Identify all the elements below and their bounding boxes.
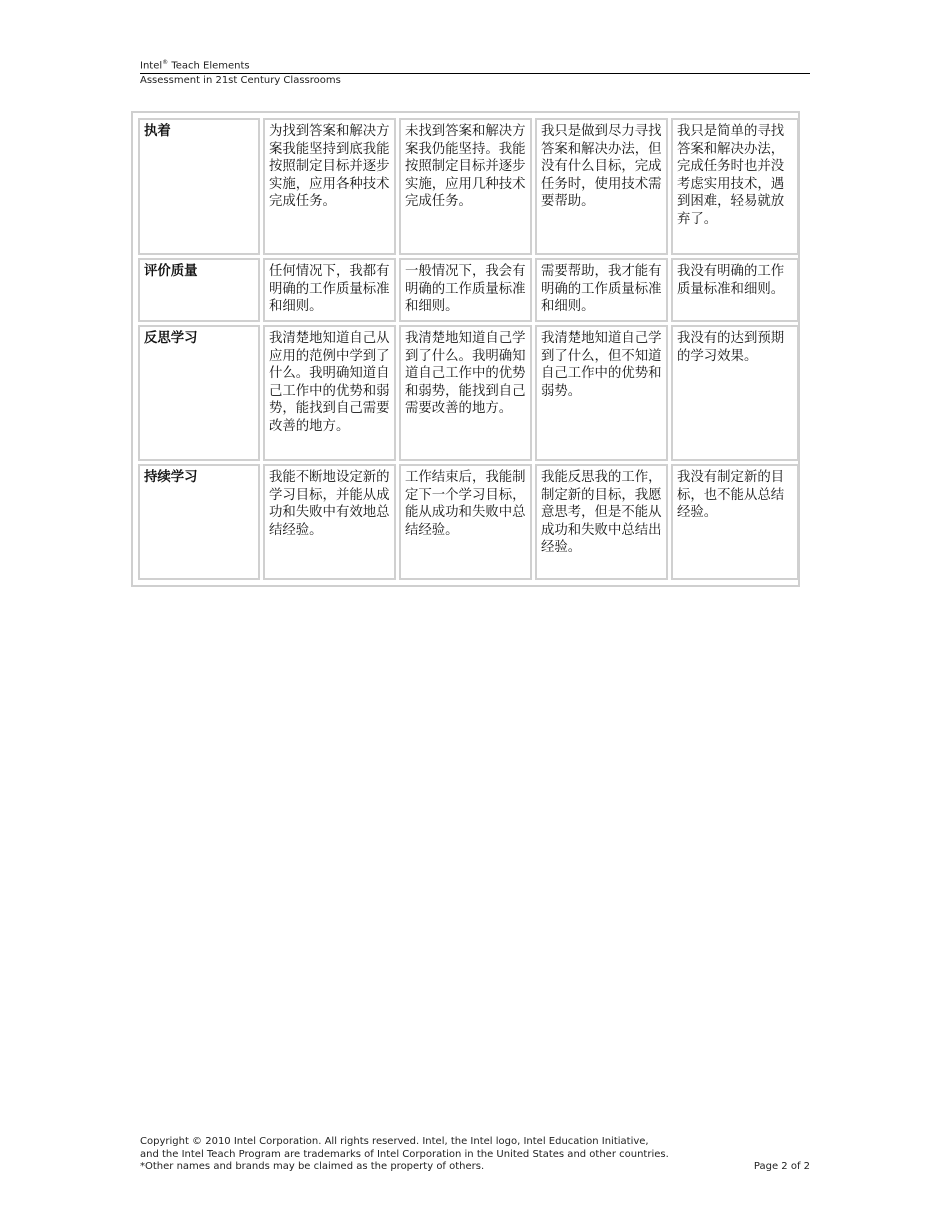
level-cell: 我清楚地知道自己学到了什么，但不知道自己工作中的优势和弱势。 xyxy=(535,325,668,461)
header-subtitle: Assessment in 21st Century Classrooms xyxy=(140,75,341,87)
level-cell: 我清楚地知道自己学到了什么。我明确知道自己工作中的优势和弱势，能找到自己需要改善的地方。 xyxy=(399,325,532,461)
copyright-line-3: *Other names and brands may be claimed as the property of others. xyxy=(140,1161,485,1173)
rubric-table-frame xyxy=(131,111,800,587)
header-brand: Intel xyxy=(140,60,163,72)
table-row xyxy=(138,325,799,461)
page-number: Page 2 of 2 xyxy=(753,1161,810,1173)
page-footer xyxy=(140,1136,810,1174)
level-cell: 需要帮助，我才能有明确的工作质量标准和细则。 xyxy=(535,258,668,322)
level-cell: 一般情况下，我会有明确的工作质量标准和细则。 xyxy=(399,258,532,322)
level-cell: 未找到答案和解决方案我仍能坚持。我能按照制定目标并逐步实施，应用几种技术完成任务。 xyxy=(399,118,532,255)
copyright-line-1: Copyright © 2010 Intel Corporation. All rights reserved. Intel, the Intel logo, Intel Education Initiative, xyxy=(140,1136,649,1147)
level-cell: 任何情况下，我都有明确的工作质量标准和细则。 xyxy=(263,258,396,322)
level-cell: 我没有的达到预期的学习效果。 xyxy=(671,325,799,461)
header-product: Teach Elements xyxy=(168,60,250,72)
table-row xyxy=(138,118,799,255)
level-cell: 工作结束后，我能制定下一个学习目标，能从成功和失败中总结经验。 xyxy=(399,464,532,580)
table-row xyxy=(138,464,799,580)
page-header xyxy=(140,56,810,87)
level-cell: 我没有明确的工作质量标准和细则。 xyxy=(671,258,799,322)
level-cell: 为找到答案和解决方案我能坚持到底我能按照制定目标并逐步实施，应用各种技术完成任务。 xyxy=(263,118,396,255)
copyright-line-2: and the Intel Teach Program are trademarks of Intel Corporation in the United States and other countries. xyxy=(140,1148,669,1160)
level-cell: 我清楚地知道自己从应用的范例中学到了什么。我明确知道自己工作中的优势和弱势，能找到自己需要改善的地方。 xyxy=(263,325,396,461)
level-cell: 我没有制定新的目标，也不能从总结经验。 xyxy=(671,464,799,580)
header-brand-line xyxy=(140,56,810,72)
level-cell: 我只是做到尽力寻找答案和解决办法，但没有什么目标，完成任务时，使用技术需要帮助。 xyxy=(535,118,668,255)
criterion-cell: 执着 xyxy=(138,118,260,255)
criterion-cell: 反思学习 xyxy=(138,325,260,461)
level-cell: 我只是简单的寻找答案和解决办法，完成任务时也并没考虑实用技术，遇到困难，轻易就放弃了。 xyxy=(671,118,799,255)
table-row xyxy=(138,258,799,322)
criterion-cell: 评价质量 xyxy=(138,258,260,322)
level-cell: 我能反思我的工作，制定新的目标，我愿意思考，但是不能从成功和失败中总结出经验。 xyxy=(535,464,668,580)
criterion-cell: 持续学习 xyxy=(138,464,260,580)
level-cell: 我能不断地设定新的学习目标，并能从成功和失败中有效地总结经验。 xyxy=(263,464,396,580)
registered-mark: ® xyxy=(162,59,169,66)
rubric-table xyxy=(135,115,802,583)
